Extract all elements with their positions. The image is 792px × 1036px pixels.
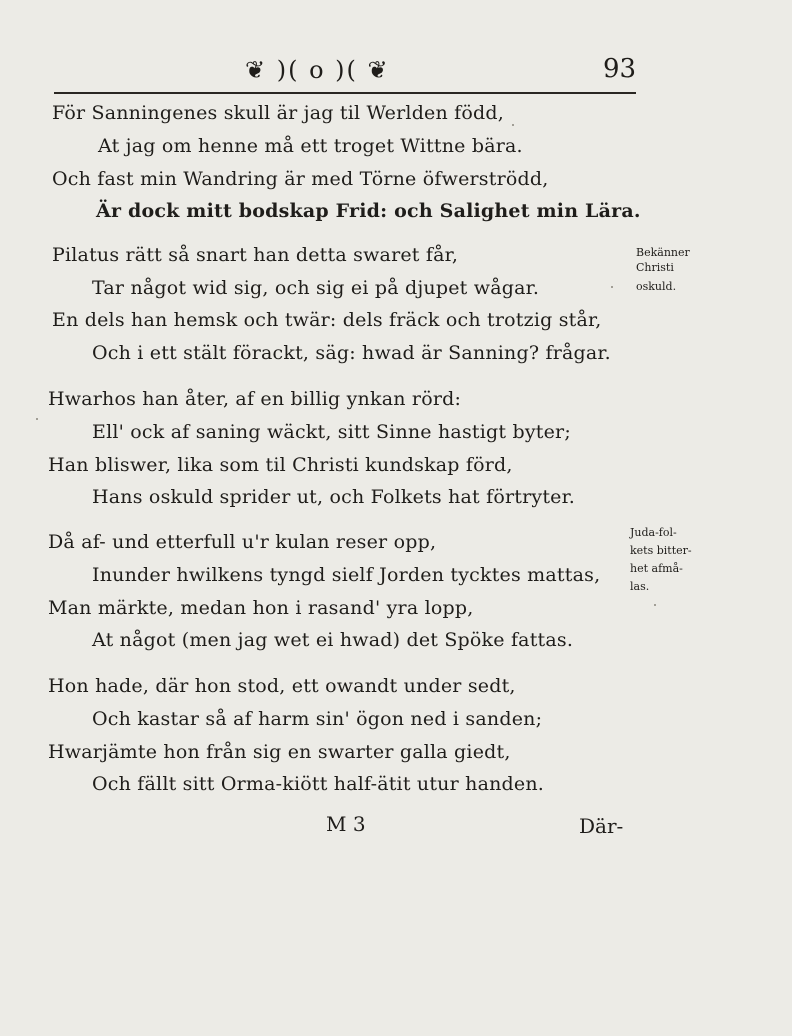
stanza-4-line-2: Inunder hwilkens tyngd sielf Jorden tycktes mattas, — [92, 564, 601, 586]
stanza-2-line-4: Och i ett stält förackt, säg: hwad är Sanning? frågar. — [92, 342, 611, 364]
stanza-4-line-4: At något (men jag wet ei hwad) det Spöke fattas. — [92, 629, 574, 651]
paper-speck — [36, 418, 38, 420]
stanza-5-line-3: Hwarjämte hon från sig en swarter galla giedt, — [48, 741, 511, 763]
stanza-4-line-3: Man märkte, medan hon i rasand' yra lopp, — [48, 597, 474, 619]
stanza-5-line-1: Hon hade, där hon stod, ett owandt under sedt, — [48, 675, 516, 697]
stanza-1-line-3: Och fast min Wandring är med Törne öfwerströdd, — [52, 168, 549, 190]
paper-speck — [654, 604, 656, 606]
margin-note-b-line: het afmå- — [630, 562, 683, 575]
stanza-5-line-4: Och fällt sitt Orma-kiött half-ätit utur handen. — [92, 773, 545, 795]
margin-note-b-line: Juda-fol- — [630, 526, 677, 539]
stanza-1-line-2: At jag om henne må ett troget Wittne bära. — [98, 135, 523, 157]
header-rule — [54, 92, 636, 94]
stanza-2-line-3: En dels han hemsk och twär: dels fräck och trotzig står, — [52, 309, 602, 331]
signature-mark: M 3 — [326, 812, 366, 836]
margin-note-b-line: las. — [630, 580, 650, 593]
header-ornament: ❦ )( o )( ❦ — [245, 56, 390, 84]
stanza-3-line-1: Hwarhos han åter, af en billig ynkan rörd: — [48, 388, 462, 410]
paper-speck — [611, 286, 613, 288]
stanza-3-line-4: Hans oskuld sprider ut, och Folkets hat förtryter. — [92, 486, 576, 508]
stanza-3-line-2: Ell' ock af saning wäckt, sitt Sinne hastigt byter; — [92, 421, 571, 443]
margin-note-a-line: Christi — [636, 261, 674, 274]
stanza-2-line-1: Pilatus rätt så snart han detta swaret får, — [52, 244, 459, 266]
stanza-3-line-3: Han bliswer, lika som til Christi kundskap förd, — [48, 454, 513, 476]
stanza-1-line-1: För Sanningenes skull är jag til Werlden född, — [52, 102, 505, 124]
stanza-5-line-2: Och kastar så af harm sin' ögon ned i sanden; — [92, 708, 543, 730]
catchword: Där- — [579, 814, 624, 838]
margin-note-b-line: kets bitter- — [630, 544, 692, 557]
stanza-4-line-1: Då af- und etterfull u'r kulan reser opp, — [48, 531, 437, 553]
page-number: 93 — [603, 54, 637, 84]
paper-speck — [512, 124, 514, 126]
stanza-1-line-4: Är dock mitt bodskap Frid: och Salighet min Lära. — [96, 200, 641, 222]
stanza-2-line-2: Tar något wid sig, och sig ei på djupet wågar. — [92, 277, 540, 299]
margin-note-a-line: Bekänner — [636, 246, 690, 259]
margin-note-a-line: oskuld. — [636, 280, 677, 293]
